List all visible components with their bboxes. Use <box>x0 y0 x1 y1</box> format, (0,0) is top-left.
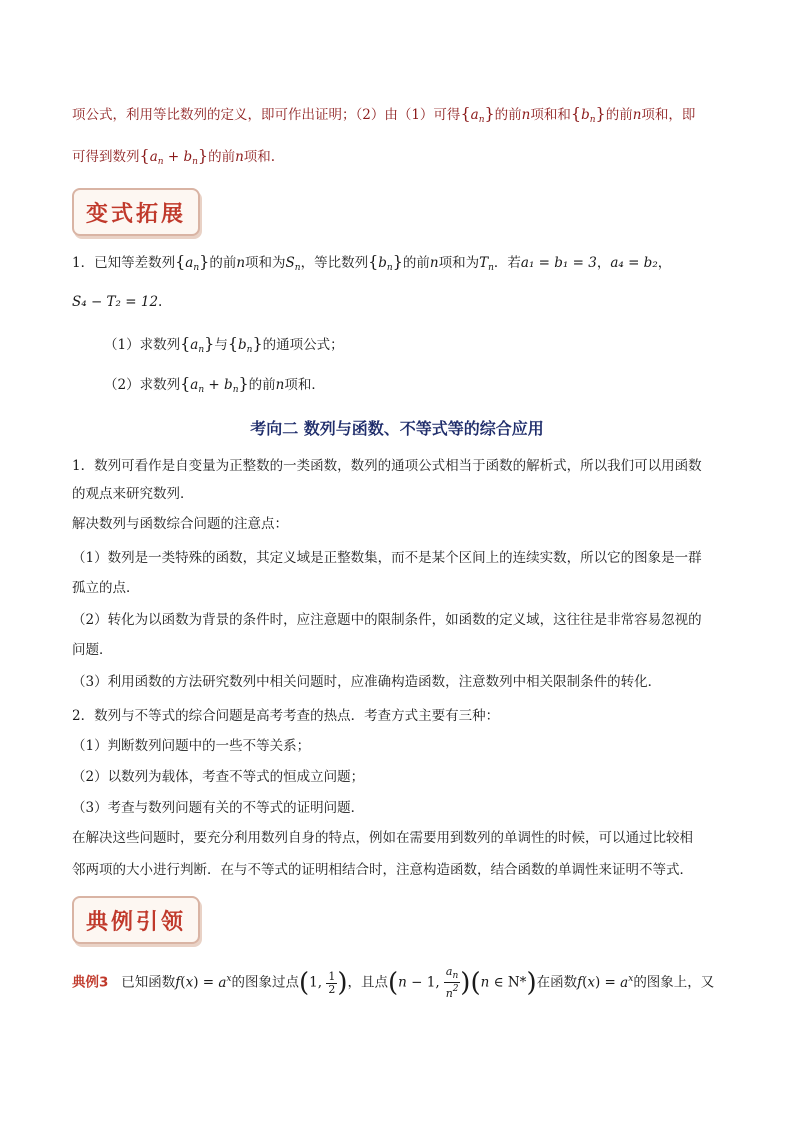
intro-text: 的前 <box>605 107 633 123</box>
question-text: 的前 <box>248 377 276 393</box>
condition-2: a₄ = b₂ <box>610 255 658 271</box>
intro-text: 项和. <box>243 149 276 165</box>
seq-an-plus-bn: $\{a_n + b_n\}$ <box>139 146 209 167</box>
intro-text: 的前 <box>494 107 522 123</box>
fraction-one-half: $\frac{1}{2}$ <box>328 969 336 996</box>
exercise-text: 的前 <box>402 255 430 271</box>
question-text: 与 <box>214 337 228 353</box>
intro-text: 的前 <box>208 149 236 165</box>
var-Tn: $T_n$ <box>479 255 494 273</box>
example-guide-badge: 典例引领 <box>72 896 200 944</box>
seq-bn: $\{b_n\}$ <box>570 104 606 125</box>
seq-an: $\{a_n\}$ <box>180 334 215 355</box>
example-text: 的图象上，又 <box>633 974 715 991</box>
var-n: n <box>235 149 244 165</box>
section-heading: 考向二 数列与函数、不等式等的综合应用 <box>250 419 544 438</box>
seq-an: $\{a_n\}$ <box>460 104 495 125</box>
variant-extension-badge: 变式拓展 <box>72 188 200 236</box>
body-line: 的观点来研究数列． <box>72 486 194 502</box>
example-text: ，且点 <box>347 974 388 991</box>
question-1 <box>104 334 344 360</box>
body-line: （3）考查与数列问题有关的不等式的证明问题． <box>72 800 365 816</box>
body-line: 1．数列可看作是自变量为正整数的一类函数，数列的通项公式相当于函数的解析式，所以我们可以用函数 <box>72 458 702 474</box>
body-line: 2．数列与不等式的综合问题是高考考查的热点．考查方式主要有三种： <box>72 708 500 724</box>
var-n: n <box>632 107 642 123</box>
seq-an-plus-bn: $\{a_n + b_n\}$ <box>180 374 249 395</box>
body-line: （2）转化为以函数为背景的条件时，应注意题中的限制条件，如函数的定义域，这往往是非常容易忽视的 <box>72 612 702 628</box>
seq-an: $\{a_n\}$ <box>175 252 210 273</box>
body-line: （3）利用函数的方法研究数列中相关问题时，应准确构造函数，注意数列中相关限制条件的转化． <box>72 674 662 690</box>
fraction-an-over-n2: $\frac{a_n}{n^2}$ <box>445 965 459 1000</box>
example-text: 在函数 <box>536 974 578 991</box>
body-line: 邻两项的大小进行判断．在与不等式的证明相结合时，注意构造函数，结合函数的单调性来证明不等式． <box>72 862 693 878</box>
var-n: n <box>236 255 246 271</box>
intro-text: 可得到数列 <box>72 149 140 165</box>
question-text: （1）求数列 <box>104 337 181 353</box>
example-label: 典例3 <box>72 974 109 991</box>
question-2 <box>104 374 325 400</box>
exercise-text: 项和为 <box>438 255 480 271</box>
condition-1: a₁ = b₁ = 3 <box>520 255 597 271</box>
exercise-text: ．若 <box>493 255 521 271</box>
intro-text: 项和和 <box>530 107 571 123</box>
body-line: （1）判断数列问题中的一些不等关系； <box>72 738 311 754</box>
body-line: （2）以数列为载体，考查不等式的恒成立问题； <box>72 769 365 785</box>
body-line: 问题． <box>72 642 113 658</box>
body-line: 在解决这些问题时，要充分利用数列自身的特点，例如在需要用到数列的单调性的时候，可以通过比较相 <box>72 830 693 846</box>
example-line: 典例3 已知函数$f(x) = a^x$的图象过点(1, $\frac{1}{2}$ )，且点(n − 1, $\frac{a_n}{n^2}$ )(n ∈ N*)在函数$f(x) = a^x$的图象上，又 <box>72 965 715 1000</box>
body-line: 孤立的点． <box>72 580 140 596</box>
intro-text: 项和，即 <box>641 107 696 123</box>
question-text: 项和． <box>284 377 325 393</box>
body-line: 解决数列与函数综合问题的注意点： <box>72 516 288 532</box>
var-Sn: $S_n$ <box>285 255 301 273</box>
intro-text: 项公式，利用等比数列的定义，即可作出证明；（2）由（1）可得 <box>72 107 461 123</box>
exercise-text: ， <box>596 255 611 271</box>
exercise-line-1 <box>72 252 671 278</box>
seq-bn: $\{b_n\}$ <box>227 334 263 355</box>
seq-bn: $\{b_n\}$ <box>368 252 403 273</box>
var-n: n <box>521 107 531 123</box>
exercise-line-2: S₄ − T₂ = 12. <box>72 294 163 310</box>
exercise-text: 项和为 <box>245 255 286 271</box>
question-text: 的通项公式； <box>262 337 344 353</box>
example-text: 的图象过点 <box>231 974 299 991</box>
intro-line-2 <box>72 146 275 172</box>
intro-line-1 <box>72 104 695 130</box>
example-text: 已知函数 <box>121 974 176 991</box>
var-n: n <box>429 255 439 271</box>
exercise-text: 1．已知等差数列 <box>72 255 176 271</box>
exercise-text: ，等比数列 <box>300 255 369 271</box>
exercise-text: ， <box>657 255 672 271</box>
exercise-text: 的前 <box>209 255 237 271</box>
function-f: f <box>175 974 181 991</box>
question-text: （2）求数列 <box>104 377 181 393</box>
condition-3: S₄ − T₂ = 12 <box>72 294 159 310</box>
body-line: （1）数列是一类特殊的函数，其定义域是正整数集，而不是某个区间上的连续实数，所以它的图象是一群 <box>72 550 702 566</box>
var-n: n <box>275 377 285 393</box>
